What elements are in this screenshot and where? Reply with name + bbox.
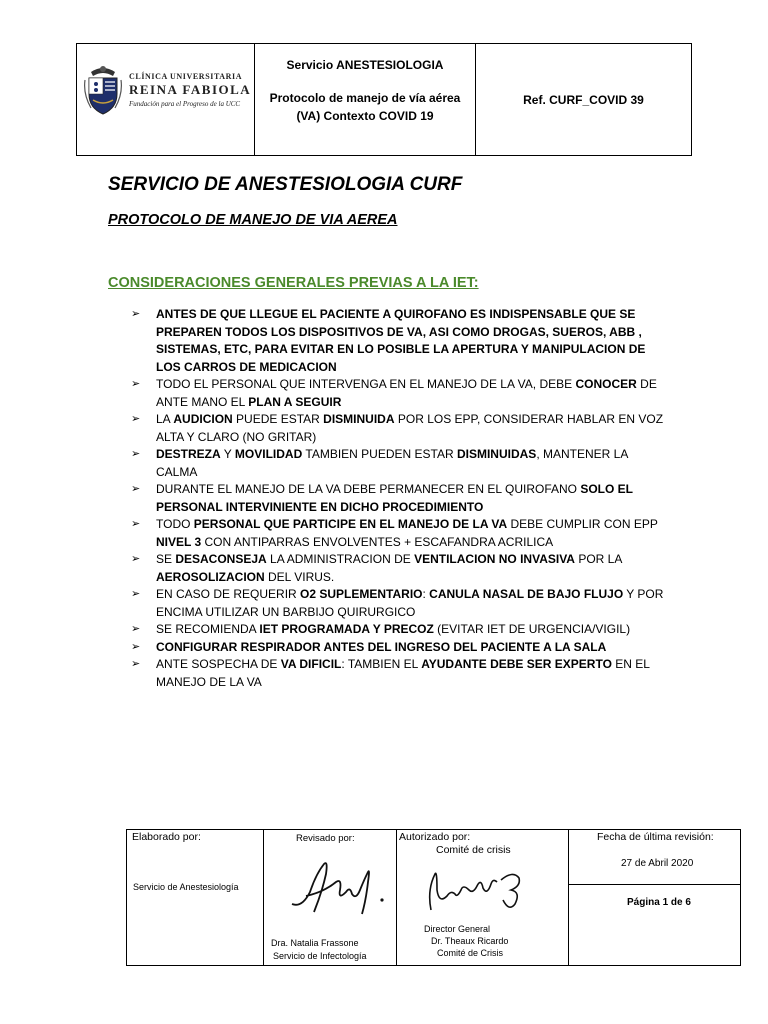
- consideration-text: Y POR ENCIMA UTILIZAR UN BARBIJO QUIRURGICO: [156, 587, 664, 619]
- consideration-item: [131, 376, 671, 411]
- consideration-text: MOVILIDAD: [234, 447, 303, 461]
- consideration-text: EN CASO DE REQUERIR: [156, 587, 301, 601]
- fecha-label: Fecha de última revisión:: [597, 831, 714, 843]
- consideration-text: TODO EL PERSONAL QUE INTERVENGA EN EL MANEJO DE LA VA, DEBE: [156, 377, 576, 391]
- consideration-text: LA ADMINISTRACION DE: [266, 552, 415, 566]
- logo-cell: [77, 44, 255, 155]
- fecha-value: 27 de Abril 2020: [621, 858, 694, 869]
- arrow-bullet-icon: ➢: [131, 658, 141, 670]
- consideration-text: DISMINUIDA: [323, 412, 395, 426]
- consideration-text: CON ANTIPARRAS ENVOLVENTES + ESCAFANDRA ACRILICA: [201, 534, 554, 549]
- header-service-cell: [255, 44, 476, 155]
- consideration-text: DESTREZA: [156, 447, 221, 461]
- elaborado-label: Elaborado por:: [132, 831, 201, 843]
- header-ref-cell: [476, 44, 691, 155]
- consideration-text: AUDICION: [173, 412, 233, 426]
- autorizado-role: Comité de Crisis: [437, 948, 504, 958]
- clinic-crest-icon: [83, 64, 123, 116]
- arrow-bullet-icon: ➢: [131, 640, 141, 653]
- consideration-text: CONFIGURAR RESPIRADOR ANTES DEL INGRESO DEL PACIENTE A LA SALA: [156, 639, 607, 654]
- document-subtitle: PROTOCOLO DE MANEJO DE VIA AEREA: [108, 212, 398, 228]
- consideration-text: SE: [156, 552, 176, 566]
- logo-line-2: REINA FABIOLA: [129, 82, 252, 97]
- logo-line-1: CLÍNICA UNIVERSITARIA: [129, 72, 243, 81]
- arrow-bullet-icon: ➢: [131, 413, 141, 425]
- fecha-divider: [569, 884, 740, 885]
- consideration-text: , MANTENER LA CALMA: [156, 447, 628, 479]
- consideration-text: CANULA NASAL DE BAJO FLUJO: [429, 587, 624, 601]
- section-heading: CONSIDERACIONES GENERALES PREVIAS A LA IET:: [108, 275, 479, 291]
- consideration-text: ANTES DE QUE LLEGUE EL PACIENTE A QUIROFANO ES INDISPENSABLE QUE SE PREPAREN TODOS LOS DISPOSITIVOS DE VA, ASI COMO DROGAS, SUEROS, ABB , SISTEMAS, ETC, PARA EVITAR EN LO POSIBLE LA APERTURA Y MANIPULACION DE LOS CARROS DE MEDICACION: [156, 307, 646, 374]
- consideration-text: : TAMBIEN EL: [341, 657, 422, 671]
- arrow-bullet-icon: ➢: [131, 623, 141, 635]
- consideration-text: AEROSOLIZACION: [156, 569, 265, 584]
- consideration-text: POR LOS EPP, CONSIDERAR HABLAR EN VOZ ALTA Y CLARO (NO GRITAR): [156, 412, 664, 444]
- consideration-text: AYUDANTE DEBE SER EXPERTO: [421, 657, 612, 671]
- document-title: SERVICIO DE ANESTESIOLOGIA CURF: [108, 174, 463, 195]
- consideration-text: IET PROGRAMADA Y PRECOZ: [259, 622, 434, 636]
- consideration-text: PERSONAL QUE PARTICIPE EN EL MANEJO DE LA VA: [193, 517, 508, 531]
- fecha-cell: [569, 830, 740, 965]
- arrow-bullet-icon: ➢: [131, 588, 141, 600]
- reference-code: Ref. CURF_COVID 39: [523, 92, 644, 107]
- revisado-signature-icon: [284, 852, 394, 922]
- consideration-text: VA DIFICIL: [280, 657, 342, 671]
- consideration-text: DISMINUIDAS: [456, 447, 537, 461]
- considerations-list: [131, 306, 671, 691]
- autorizado-label: Autorizado por:: [399, 831, 471, 843]
- consideration-text: DEL VIRUS.: [264, 569, 335, 584]
- consideration-text: TAMBIEN PUEDEN ESTAR: [302, 447, 457, 461]
- consideration-text: SOLO EL PERSONAL INTERVINIENTE EN DICHO PROCEDIMIENTO: [156, 482, 633, 514]
- consideration-text: SE RECOMIENDA: [156, 622, 260, 636]
- arrow-bullet-icon: ➢: [131, 553, 141, 565]
- clinic-logo: [83, 64, 251, 116]
- autorizado-cell: [397, 830, 569, 965]
- consideration-item: [131, 639, 671, 657]
- consideration-text: EN EL MANEJO DE LA VA: [156, 657, 650, 689]
- consideration-text: PUEDE ESTAR: [232, 412, 324, 426]
- consideration-item: [131, 446, 671, 481]
- arrow-bullet-icon: ➢: [131, 483, 141, 495]
- revisado-role: Servicio de Infectología: [273, 951, 367, 961]
- consideration-text: O2 SUPLEMENTARIO: [300, 587, 423, 601]
- consideration-text: NIVEL 3: [156, 534, 202, 549]
- consideration-text: DURANTE EL MANEJO DE LA VA DEBE PERMANECER EN EL QUIROFANO: [156, 482, 581, 496]
- page-number: Página 1 de 6: [627, 897, 691, 908]
- protocol-name: Protocolo de manejo de vía aérea (VA) Contexto COVID 19: [269, 91, 461, 123]
- consideration-text: DESACONSEJA: [175, 552, 267, 566]
- revisado-label: Revisado por:: [296, 833, 355, 844]
- autorizado-signature-icon: [417, 860, 537, 920]
- consideration-text: Y: [220, 447, 235, 461]
- approval-footer: [126, 829, 741, 966]
- service-name: Servicio ANESTESIOLOGIA: [286, 58, 444, 72]
- consideration-item: [131, 306, 671, 376]
- consideration-text: ANTE SOSPECHA DE: [156, 657, 281, 671]
- logo-line-3: Fundación para el Progreso de la UCC: [129, 100, 241, 108]
- consideration-text: DEBE CUMPLIR CON EPP: [507, 517, 658, 531]
- autorizado-committee: Comité de crisis: [436, 844, 511, 856]
- arrow-bullet-icon: ➢: [131, 308, 141, 320]
- consideration-text: VENTILACION NO INVASIVA: [414, 552, 575, 566]
- consideration-item: [131, 621, 671, 639]
- consideration-item: [131, 586, 671, 621]
- consideration-item: [131, 411, 671, 446]
- elaborado-cell: [127, 830, 264, 965]
- consideration-text: DE ANTE MANO EL: [156, 377, 657, 409]
- consideration-text: :: [422, 587, 430, 601]
- autorizado-title: Director General: [424, 924, 491, 934]
- arrow-bullet-icon: ➢: [131, 378, 141, 390]
- consideration-text: POR LA: [574, 552, 622, 566]
- autorizado-name: Dr. Theaux Ricardo: [431, 936, 509, 946]
- consideration-text: CONOCER: [575, 377, 637, 391]
- consideration-item: [131, 656, 671, 691]
- consideration-item: [131, 481, 671, 516]
- document-header: [76, 43, 692, 156]
- arrow-bullet-icon: ➢: [131, 518, 141, 530]
- consideration-item: [131, 516, 671, 551]
- consideration-text: LA: [156, 412, 174, 426]
- consideration-text: (EVITAR IET DE URGENCIA/VIGIL): [433, 622, 631, 636]
- consideration-text: PLAN A SEGUIR: [248, 394, 342, 409]
- revisado-cell: [264, 830, 397, 965]
- revisado-name: Dra. Natalia Frassone: [271, 938, 359, 948]
- consideration-item: [131, 551, 671, 586]
- elaborado-value: Servicio de Anestesiología: [133, 882, 239, 892]
- consideration-text: TODO: [156, 517, 194, 531]
- arrow-bullet-icon: ➢: [131, 448, 141, 460]
